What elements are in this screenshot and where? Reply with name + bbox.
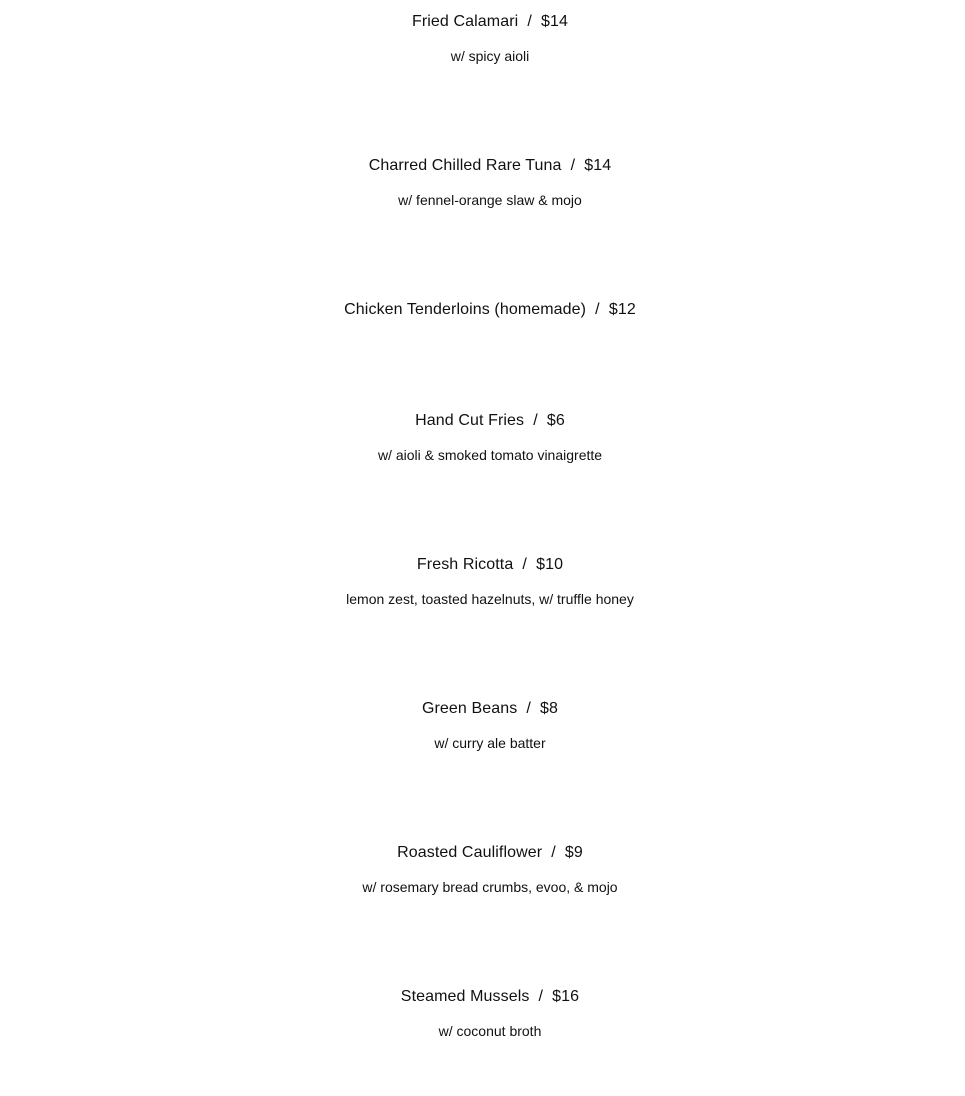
menu-item-description: w/ fennel-orange slaw & mojo	[398, 192, 582, 208]
menu-item-green-beans	[15, 699, 965, 752]
menu-item-charred-tuna	[15, 156, 965, 209]
menu-item-description: w/ aioli & smoked tomato vinaigrette	[377, 447, 603, 463]
menu-item-description: w/ rosemary bread crumbs, evoo, & mojo	[362, 879, 618, 895]
menu-item-fried-calamari	[15, 12, 965, 65]
menu-item-title: Hand Cut Fries / $6	[415, 412, 565, 429]
menu-item-title: Fresh Ricotta / $10	[416, 556, 564, 573]
menu-item-description: w/ coconut broth	[438, 1023, 542, 1039]
menu-item-description: w/ curry ale batter	[434, 735, 546, 751]
menu-item-description: lemon zest, toasted hazelnuts, w/ truffle honey	[346, 591, 634, 607]
menu-item-description: w/ spicy aioli	[450, 48, 530, 64]
menu-item-title: Fried Calamari / $14	[411, 13, 569, 30]
menu-item-fresh-ricotta	[15, 555, 965, 608]
menu-item-roasted-cauliflower	[15, 843, 965, 896]
menu-item-title: Charred Chilled Rare Tuna / $14	[368, 157, 612, 174]
menu-item-title: Roasted Cauliflower / $9	[397, 844, 583, 861]
menu-item-title: Steamed Mussels / $16	[400, 988, 580, 1005]
menu-item-chicken-tenderloins	[15, 300, 965, 320]
menu-item-hand-cut-fries	[15, 411, 965, 464]
menu-item-title: Green Beans / $8	[421, 700, 559, 717]
menu-item-steamed-mussels	[15, 987, 965, 1040]
menu-item-title: Chicken Tenderloins (homemade) / $12	[344, 301, 636, 318]
